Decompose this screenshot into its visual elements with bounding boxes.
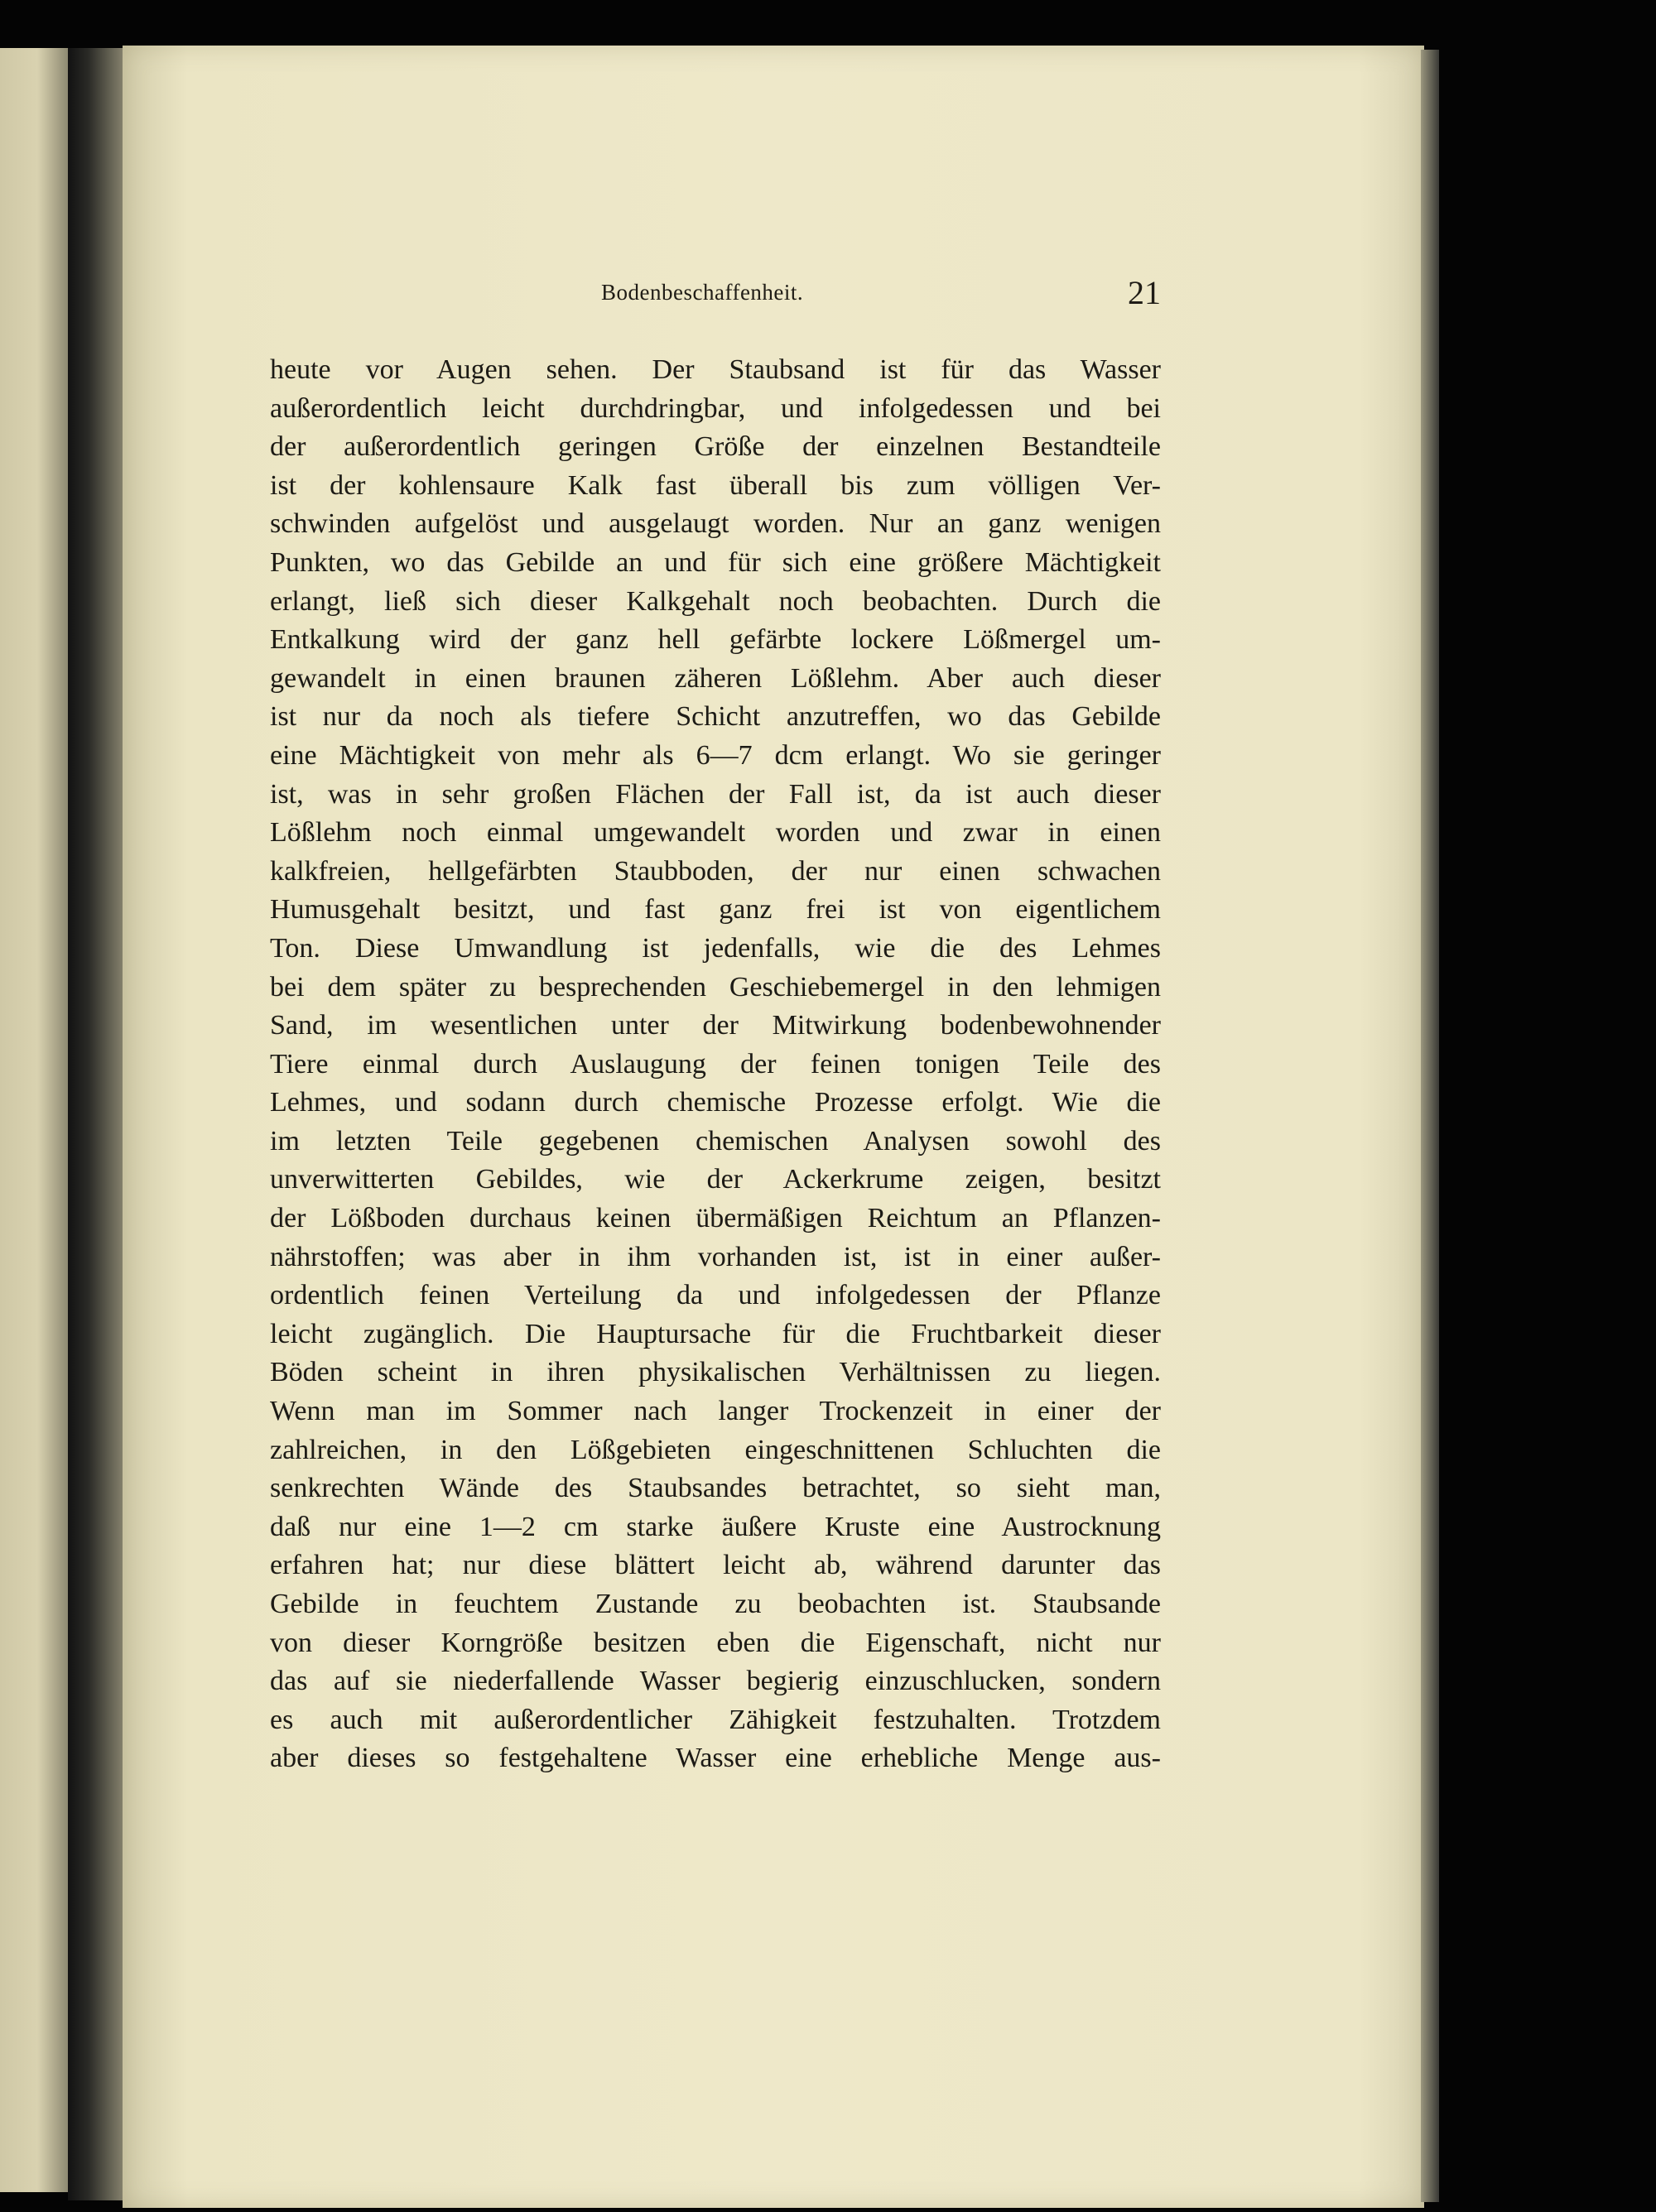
text-line: Böden scheint in ihren physikalischen Verhältnissen zu liegen.: [270, 1357, 1161, 1388]
text-line: nährstoffen; was aber in ihm vorhanden ist, ist in einer außer-: [270, 1241, 1161, 1272]
previous-page-edge: [0, 48, 68, 2192]
text-line: ist nur da noch als tiefere Schicht anzutreffen, wo das Gebilde: [270, 701, 1161, 733]
text-line: Lehmes, und sodann durch chemische Prozesse erfolgt. Wie die: [270, 1087, 1161, 1118]
page-number: 21: [1128, 274, 1161, 311]
body-text: [270, 351, 1161, 1778]
text-line: es auch mit außerordentlicher Zähigkeit festzuhalten. Trotzdem: [270, 1704, 1161, 1735]
text-line: Punkten, wo das Gebilde an und für sich eine größere Mächtigkeit: [270, 546, 1161, 578]
text-line: der außerordentlich geringen Größe der einzelnen Bestandteile: [270, 431, 1161, 463]
book-spine-shadow: [68, 48, 126, 2200]
text-line: Wenn man im Sommer nach langer Trockenzeit in einer der: [270, 1396, 1161, 1427]
text-line: Tiere einmal durch Auslaugung der feinen tonigen Teile des: [270, 1048, 1161, 1080]
text-line: unverwitterten Gebildes, wie der Ackerkrume zeigen, besitzt: [270, 1164, 1161, 1195]
page-right-edge: [1421, 50, 1439, 2202]
text-line: leicht zugänglich. Die Hauptursache für die Fruchtbarkeit dieser: [270, 1318, 1161, 1349]
text-line: das auf sie niederfallende Wasser begierig einzuschlucken, sondern: [270, 1666, 1161, 1697]
text-line: Humusgehalt besitzt, und fast ganz frei ist von eigentlichem: [270, 894, 1161, 926]
text-line: im letzten Teile gegebenen chemischen Analysen sowohl des: [270, 1125, 1161, 1156]
text-line: Sand, im wesentlichen unter der Mitwirkung bodenbewohnender: [270, 1010, 1161, 1041]
text-line: Lößlehm noch einmal umgewandelt worden und zwar in einen: [270, 817, 1161, 849]
text-line: eine Mächtigkeit von mehr als 6—7 dcm erlangt. Wo sie geringer: [270, 739, 1161, 771]
text-line: Gebilde in feuchtem Zustande zu beobachten ist. Staubsande: [270, 1589, 1161, 1619]
text-line: erfahren hat; nur diese blättert leicht ab, während darunter das: [270, 1550, 1161, 1581]
text-line: zahlreichen, in den Lößgebieten eingeschnittenen Schluchten die: [270, 1434, 1161, 1465]
text-line: von dieser Korngröße besitzen eben die Eigenschaft, nicht nur: [270, 1627, 1161, 1658]
text-line: Ton. Diese Umwandlung ist jedenfalls, wie die des Lehmes: [270, 932, 1161, 964]
text-line: bei dem später zu besprechenden Geschiebemergel in den lehmigen: [270, 971, 1161, 1003]
text-line: senkrechten Wände des Staubsandes betrachtet, so sieht man,: [270, 1473, 1161, 1504]
text-line: daß nur eine 1—2 cm starke äußere Kruste eine Austrocknung: [270, 1511, 1161, 1542]
text-line: außerordentlich leicht durchdringbar, und infolgedessen und bei: [270, 392, 1161, 424]
text-line: kalkfreien, hellgefärbten Staubboden, der nur einen schwachen: [270, 855, 1161, 887]
text-line: Entkalkung wird der ganz hell gefärbte lockere Lößmergel um-: [270, 624, 1161, 656]
text-line: ordentlich feinen Verteilung da und infolgedessen der Pflanze: [270, 1280, 1161, 1311]
text-line: schwinden aufgelöst und ausgelaugt worden. Nur an ganz wenigen: [270, 508, 1161, 540]
text-line: der Lößboden durchaus keinen übermäßigen Reichtum an Pflanzen-: [270, 1203, 1161, 1234]
text-line: gewandelt in einen braunen zäheren Lößlehm. Aber auch dieser: [270, 662, 1161, 694]
running-head: Bodenbeschaffenheit.: [601, 280, 804, 305]
text-line: heute vor Augen sehen. Der Staubsand ist für das Wasser: [270, 354, 1161, 385]
text-line: ist, was in sehr großen Flächen der Fall ist, da ist auch dieser: [270, 778, 1161, 810]
text-line: erlangt, ließ sich dieser Kalkgehalt noch beobachten. Durch die: [270, 585, 1161, 617]
text-line: ist der kohlensaure Kalk fast überall bis zum völligen Ver-: [270, 469, 1161, 501]
text-line: aber dieses so festgehaltene Wasser eine erhebliche Menge aus-: [270, 1743, 1161, 1774]
